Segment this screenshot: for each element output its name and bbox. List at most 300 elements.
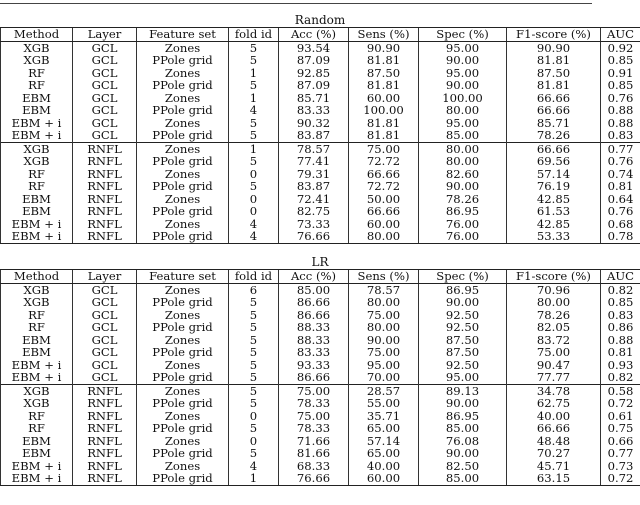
cell-sens: 80.00 — [349, 321, 419, 334]
table-row — [1, 384, 640, 397]
cell-fold-id: 1 — [229, 92, 279, 105]
cell-spec: 85.00 — [419, 472, 507, 485]
cell-acc: 73.33 — [279, 218, 349, 231]
cell-f1-score: 62.75 — [507, 397, 601, 410]
cell-acc: 79.31 — [279, 168, 349, 181]
cell-auc: 0.81 — [601, 346, 640, 359]
cell-layer: RNFL — [73, 447, 137, 460]
cell-feature-set: PPole grid — [137, 296, 229, 309]
cell-acc: 86.66 — [279, 309, 349, 322]
cell-fold-id: 5 — [229, 296, 279, 309]
cell-feature-set: Zones — [137, 384, 229, 397]
cell-sens: 28.57 — [349, 384, 419, 397]
cell-spec: 80.00 — [419, 155, 507, 168]
cell-auc: 0.88 — [601, 117, 640, 130]
cell-acc: 83.87 — [279, 180, 349, 193]
column-header-auc: AUC — [601, 270, 640, 284]
cell-method: EBM — [1, 205, 73, 218]
cell-f1-score: 81.81 — [507, 79, 601, 92]
cell-auc: 0.78 — [601, 230, 640, 243]
cell-layer: GCL — [73, 104, 137, 117]
cell-fold-id: 5 — [229, 129, 279, 142]
column-header-acc: Acc (%) — [279, 28, 349, 42]
cell-feature-set: PPole grid — [137, 180, 229, 193]
cell-f1-score: 85.71 — [507, 117, 601, 130]
cell-auc: 0.91 — [601, 67, 640, 80]
cell-auc: 0.83 — [601, 309, 640, 322]
cell-auc: 0.92 — [601, 41, 640, 54]
cell-layer: GCL — [73, 54, 137, 67]
cell-spec: 76.00 — [419, 218, 507, 231]
cell-sens: 60.00 — [349, 472, 419, 485]
cell-auc: 0.75 — [601, 422, 640, 435]
cell-f1-score: 34.78 — [507, 384, 601, 397]
results-table — [0, 269, 640, 486]
cell-acc: 76.66 — [279, 230, 349, 243]
cell-fold-id: 0 — [229, 435, 279, 448]
cell-fold-id: 5 — [229, 384, 279, 397]
column-header-fold-id: fold id — [229, 28, 279, 42]
section-random — [0, 14, 640, 244]
cell-spec: 95.00 — [419, 67, 507, 80]
cell-layer: RNFL — [73, 435, 137, 448]
cell-layer: GCL — [73, 371, 137, 384]
cell-spec: 95.00 — [419, 117, 507, 130]
cell-sens: 75.00 — [349, 346, 419, 359]
cell-sens: 87.50 — [349, 67, 419, 80]
cell-sens: 81.81 — [349, 129, 419, 142]
cell-spec: 87.50 — [419, 346, 507, 359]
cell-fold-id: 0 — [229, 193, 279, 206]
cell-sens: 72.72 — [349, 180, 419, 193]
table-row — [1, 359, 640, 372]
results-table — [0, 27, 640, 244]
header-row — [1, 270, 640, 284]
cell-auc: 0.85 — [601, 54, 640, 67]
cell-method: XGB — [1, 54, 73, 67]
cell-auc: 0.61 — [601, 410, 640, 423]
section-lr — [0, 256, 640, 486]
column-header-acc: Acc (%) — [279, 270, 349, 284]
header-row — [1, 28, 640, 42]
cell-fold-id: 4 — [229, 460, 279, 473]
cell-sens: 90.90 — [349, 41, 419, 54]
cell-sens: 35.71 — [349, 410, 419, 423]
cell-fold-id: 5 — [229, 371, 279, 384]
cell-layer: GCL — [73, 296, 137, 309]
cell-sens: 40.00 — [349, 460, 419, 473]
cell-sens: 57.14 — [349, 435, 419, 448]
cell-auc: 0.88 — [601, 334, 640, 347]
cell-fold-id: 5 — [229, 397, 279, 410]
cell-spec: 92.50 — [419, 359, 507, 372]
cell-fold-id: 1 — [229, 67, 279, 80]
cell-feature-set: PPole grid — [137, 447, 229, 460]
cell-layer: RNFL — [73, 218, 137, 231]
cell-acc: 82.75 — [279, 205, 349, 218]
cell-auc: 0.76 — [601, 92, 640, 105]
cell-sens: 66.66 — [349, 205, 419, 218]
cell-feature-set: PPole grid — [137, 129, 229, 142]
cell-feature-set: Zones — [137, 168, 229, 181]
table-row — [1, 283, 640, 296]
cell-fold-id: 4 — [229, 104, 279, 117]
cell-method: EBM — [1, 334, 73, 347]
cell-spec: 80.00 — [419, 142, 507, 155]
cell-sens: 81.81 — [349, 117, 419, 130]
table-row — [1, 435, 640, 448]
table-row — [1, 79, 640, 92]
cell-feature-set: PPole grid — [137, 422, 229, 435]
cell-method: EBM — [1, 104, 73, 117]
cell-acc: 85.00 — [279, 283, 349, 296]
cell-f1-score: 42.85 — [507, 193, 601, 206]
table-row — [1, 117, 640, 130]
table-row — [1, 104, 640, 117]
cell-sens: 75.00 — [349, 142, 419, 155]
column-header-method: Method — [1, 28, 73, 42]
cell-auc: 0.76 — [601, 155, 640, 168]
cell-layer: GCL — [73, 129, 137, 142]
cell-acc: 83.33 — [279, 104, 349, 117]
cell-acc: 87.09 — [279, 54, 349, 67]
cell-f1-score: 80.00 — [507, 296, 601, 309]
column-header-feature-set: Feature set — [137, 28, 229, 42]
cell-feature-set: Zones — [137, 283, 229, 296]
cell-layer: GCL — [73, 67, 137, 80]
cell-feature-set: PPole grid — [137, 397, 229, 410]
cell-sens: 75.00 — [349, 309, 419, 322]
cell-sens: 72.72 — [349, 155, 419, 168]
cell-acc: 86.66 — [279, 296, 349, 309]
cell-method: XGB — [1, 283, 73, 296]
cell-feature-set: PPole grid — [137, 155, 229, 168]
cell-sens: 70.00 — [349, 371, 419, 384]
cell-layer: RNFL — [73, 410, 137, 423]
cell-acc: 78.33 — [279, 422, 349, 435]
cell-sens: 50.00 — [349, 193, 419, 206]
cell-spec: 85.00 — [419, 422, 507, 435]
cell-feature-set: Zones — [137, 218, 229, 231]
column-header-feature-set: Feature set — [137, 270, 229, 284]
cell-method: EBM + i — [1, 230, 73, 243]
cell-acc: 78.57 — [279, 142, 349, 155]
cell-fold-id: 6 — [229, 283, 279, 296]
cell-acc: 75.00 — [279, 410, 349, 423]
cell-spec: 92.50 — [419, 321, 507, 334]
cell-acc: 88.33 — [279, 321, 349, 334]
cell-feature-set: Zones — [137, 193, 229, 206]
cell-fold-id: 5 — [229, 309, 279, 322]
cell-method: EBM — [1, 92, 73, 105]
cell-acc: 78.33 — [279, 397, 349, 410]
cell-fold-id: 5 — [229, 447, 279, 460]
cell-f1-score: 42.85 — [507, 218, 601, 231]
cell-acc: 87.09 — [279, 79, 349, 92]
column-header-sens: Sens (%) — [349, 28, 419, 42]
cell-spec: 100.00 — [419, 92, 507, 105]
cell-method: XGB — [1, 296, 73, 309]
cell-fold-id: 0 — [229, 410, 279, 423]
cell-layer: GCL — [73, 117, 137, 130]
table-row — [1, 334, 640, 347]
cell-f1-score: 66.66 — [507, 142, 601, 155]
cell-spec: 76.08 — [419, 435, 507, 448]
cell-layer: RNFL — [73, 472, 137, 485]
cell-fold-id: 4 — [229, 218, 279, 231]
cell-f1-score: 83.72 — [507, 334, 601, 347]
cell-f1-score: 87.50 — [507, 67, 601, 80]
cell-spec: 90.00 — [419, 54, 507, 67]
cell-fold-id: 4 — [229, 230, 279, 243]
cell-spec: 82.60 — [419, 168, 507, 181]
table-row — [1, 371, 640, 384]
cell-sens: 66.66 — [349, 168, 419, 181]
cell-sens: 81.81 — [349, 54, 419, 67]
cell-sens: 60.00 — [349, 218, 419, 231]
table-row — [1, 142, 640, 155]
cell-auc: 0.82 — [601, 283, 640, 296]
cell-fold-id: 5 — [229, 422, 279, 435]
cell-fold-id: 5 — [229, 334, 279, 347]
cell-layer: RNFL — [73, 460, 137, 473]
cell-acc: 93.33 — [279, 359, 349, 372]
cell-sens: 95.00 — [349, 359, 419, 372]
cell-method: RF — [1, 67, 73, 80]
cell-auc: 0.93 — [601, 359, 640, 372]
column-header-layer: Layer — [73, 270, 137, 284]
cell-f1-score: 78.26 — [507, 129, 601, 142]
cell-fold-id: 0 — [229, 205, 279, 218]
cell-auc: 0.72 — [601, 472, 640, 485]
top-rule — [0, 3, 592, 4]
cell-auc: 0.68 — [601, 218, 640, 231]
table-row — [1, 447, 640, 460]
cell-auc: 0.76 — [601, 205, 640, 218]
cell-layer: RNFL — [73, 180, 137, 193]
cell-acc: 83.33 — [279, 346, 349, 359]
cell-f1-score: 90.90 — [507, 41, 601, 54]
cell-acc: 77.41 — [279, 155, 349, 168]
table-row — [1, 346, 640, 359]
cell-auc: 0.66 — [601, 435, 640, 448]
table-row — [1, 230, 640, 243]
cell-spec: 87.50 — [419, 334, 507, 347]
cell-acc: 75.00 — [279, 384, 349, 397]
cell-layer: RNFL — [73, 230, 137, 243]
cell-method: EBM — [1, 435, 73, 448]
cell-sens: 55.00 — [349, 397, 419, 410]
cell-layer: GCL — [73, 346, 137, 359]
cell-feature-set: Zones — [137, 41, 229, 54]
cell-auc: 0.64 — [601, 193, 640, 206]
cell-acc: 76.66 — [279, 472, 349, 485]
cell-feature-set: Zones — [137, 117, 229, 130]
cell-feature-set: PPole grid — [137, 54, 229, 67]
cell-layer: RNFL — [73, 193, 137, 206]
table-row — [1, 218, 640, 231]
cell-auc: 0.77 — [601, 142, 640, 155]
cell-auc: 0.86 — [601, 321, 640, 334]
cell-spec: 90.00 — [419, 79, 507, 92]
cell-f1-score: 61.53 — [507, 205, 601, 218]
table-row — [1, 41, 640, 54]
table-row — [1, 129, 640, 142]
cell-acc: 71.66 — [279, 435, 349, 448]
cell-feature-set: PPole grid — [137, 321, 229, 334]
cell-fold-id: 0 — [229, 168, 279, 181]
table-row — [1, 92, 640, 105]
cell-method: RF — [1, 180, 73, 193]
cell-fold-id: 5 — [229, 155, 279, 168]
cell-fold-id: 5 — [229, 41, 279, 54]
cell-acc: 92.85 — [279, 67, 349, 80]
cell-f1-score: 77.77 — [507, 371, 601, 384]
cell-auc: 0.88 — [601, 104, 640, 117]
cell-sens: 65.00 — [349, 447, 419, 460]
cell-layer: RNFL — [73, 422, 137, 435]
cell-spec: 85.00 — [419, 129, 507, 142]
cell-acc: 86.66 — [279, 371, 349, 384]
cell-auc: 0.81 — [601, 180, 640, 193]
cell-acc: 83.87 — [279, 129, 349, 142]
cell-f1-score: 57.14 — [507, 168, 601, 181]
cell-auc: 0.74 — [601, 168, 640, 181]
cell-spec: 95.00 — [419, 41, 507, 54]
cell-spec: 80.00 — [419, 104, 507, 117]
cell-spec: 92.50 — [419, 309, 507, 322]
table-row — [1, 296, 640, 309]
cell-layer: GCL — [73, 283, 137, 296]
cell-feature-set: Zones — [137, 359, 229, 372]
cell-f1-score: 48.48 — [507, 435, 601, 448]
cell-fold-id: 1 — [229, 472, 279, 485]
cell-spec: 95.00 — [419, 371, 507, 384]
cell-auc: 0.82 — [601, 371, 640, 384]
cell-f1-score: 75.00 — [507, 346, 601, 359]
cell-auc: 0.83 — [601, 129, 640, 142]
cell-fold-id: 5 — [229, 180, 279, 193]
cell-fold-id: 5 — [229, 117, 279, 130]
cell-acc: 85.71 — [279, 92, 349, 105]
cell-feature-set: Zones — [137, 67, 229, 80]
cell-method: XGB — [1, 41, 73, 54]
cell-acc: 81.66 — [279, 447, 349, 460]
column-header-auc: AUC — [601, 28, 640, 42]
cell-method: RF — [1, 321, 73, 334]
cell-layer: GCL — [73, 359, 137, 372]
cell-f1-score: 78.26 — [507, 309, 601, 322]
column-header-layer: Layer — [73, 28, 137, 42]
cell-layer: GCL — [73, 309, 137, 322]
cell-sens: 80.00 — [349, 230, 419, 243]
cell-sens: 80.00 — [349, 296, 419, 309]
cell-method: XGB — [1, 397, 73, 410]
cell-auc: 0.58 — [601, 384, 640, 397]
cell-method: RF — [1, 309, 73, 322]
cell-feature-set: Zones — [137, 460, 229, 473]
cell-feature-set: Zones — [137, 92, 229, 105]
cell-layer: RNFL — [73, 142, 137, 155]
column-header-spec: Spec (%) — [419, 270, 507, 284]
table-row — [1, 193, 640, 206]
table-row — [1, 54, 640, 67]
cell-layer: GCL — [73, 334, 137, 347]
cell-method: EBM + i — [1, 472, 73, 485]
cell-spec: 82.50 — [419, 460, 507, 473]
cell-spec: 90.00 — [419, 180, 507, 193]
column-header-method: Method — [1, 270, 73, 284]
cell-layer: GCL — [73, 321, 137, 334]
cell-method: RF — [1, 410, 73, 423]
table-row — [1, 460, 640, 473]
cell-acc: 68.33 — [279, 460, 349, 473]
cell-auc: 0.85 — [601, 79, 640, 92]
cell-fold-id: 5 — [229, 359, 279, 372]
table-row — [1, 180, 640, 193]
cell-method: XGB — [1, 142, 73, 155]
cell-layer: GCL — [73, 41, 137, 54]
cell-sens: 65.00 — [349, 422, 419, 435]
cell-sens: 78.57 — [349, 283, 419, 296]
column-header-fold-id: fold id — [229, 270, 279, 284]
cell-layer: RNFL — [73, 397, 137, 410]
cell-method: RF — [1, 79, 73, 92]
table-row — [1, 472, 640, 485]
cell-f1-score: 66.66 — [507, 422, 601, 435]
cell-sens: 60.00 — [349, 92, 419, 105]
table-row — [1, 67, 640, 80]
cell-spec: 86.95 — [419, 283, 507, 296]
cell-f1-score: 63.15 — [507, 472, 601, 485]
cell-sens: 100.00 — [349, 104, 419, 117]
table-row — [1, 397, 640, 410]
cell-fold-id: 1 — [229, 142, 279, 155]
cell-sens: 81.81 — [349, 79, 419, 92]
cell-layer: RNFL — [73, 384, 137, 397]
cell-feature-set: PPole grid — [137, 346, 229, 359]
cell-acc: 90.32 — [279, 117, 349, 130]
cell-feature-set: PPole grid — [137, 205, 229, 218]
section-title: LR — [311, 255, 329, 269]
cell-layer: GCL — [73, 92, 137, 105]
cell-f1-score: 90.47 — [507, 359, 601, 372]
cell-auc: 0.85 — [601, 296, 640, 309]
cell-acc: 88.33 — [279, 334, 349, 347]
cell-auc: 0.77 — [601, 447, 640, 460]
cell-method: EBM — [1, 447, 73, 460]
cell-feature-set: Zones — [137, 142, 229, 155]
column-header-sens: Sens (%) — [349, 270, 419, 284]
cell-spec: 90.00 — [419, 447, 507, 460]
cell-auc: 0.72 — [601, 397, 640, 410]
cell-method: EBM + i — [1, 117, 73, 130]
column-header-spec: Spec (%) — [419, 28, 507, 42]
cell-fold-id: 5 — [229, 79, 279, 92]
cell-spec: 76.00 — [419, 230, 507, 243]
cell-spec: 89.13 — [419, 384, 507, 397]
cell-f1-score: 81.81 — [507, 54, 601, 67]
cell-feature-set: PPole grid — [137, 230, 229, 243]
table-row — [1, 155, 640, 168]
table-row — [1, 309, 640, 322]
cell-feature-set: PPole grid — [137, 371, 229, 384]
cell-feature-set: Zones — [137, 435, 229, 448]
table-row — [1, 205, 640, 218]
table-row — [1, 410, 640, 423]
cell-f1-score: 53.33 — [507, 230, 601, 243]
cell-fold-id: 5 — [229, 54, 279, 67]
